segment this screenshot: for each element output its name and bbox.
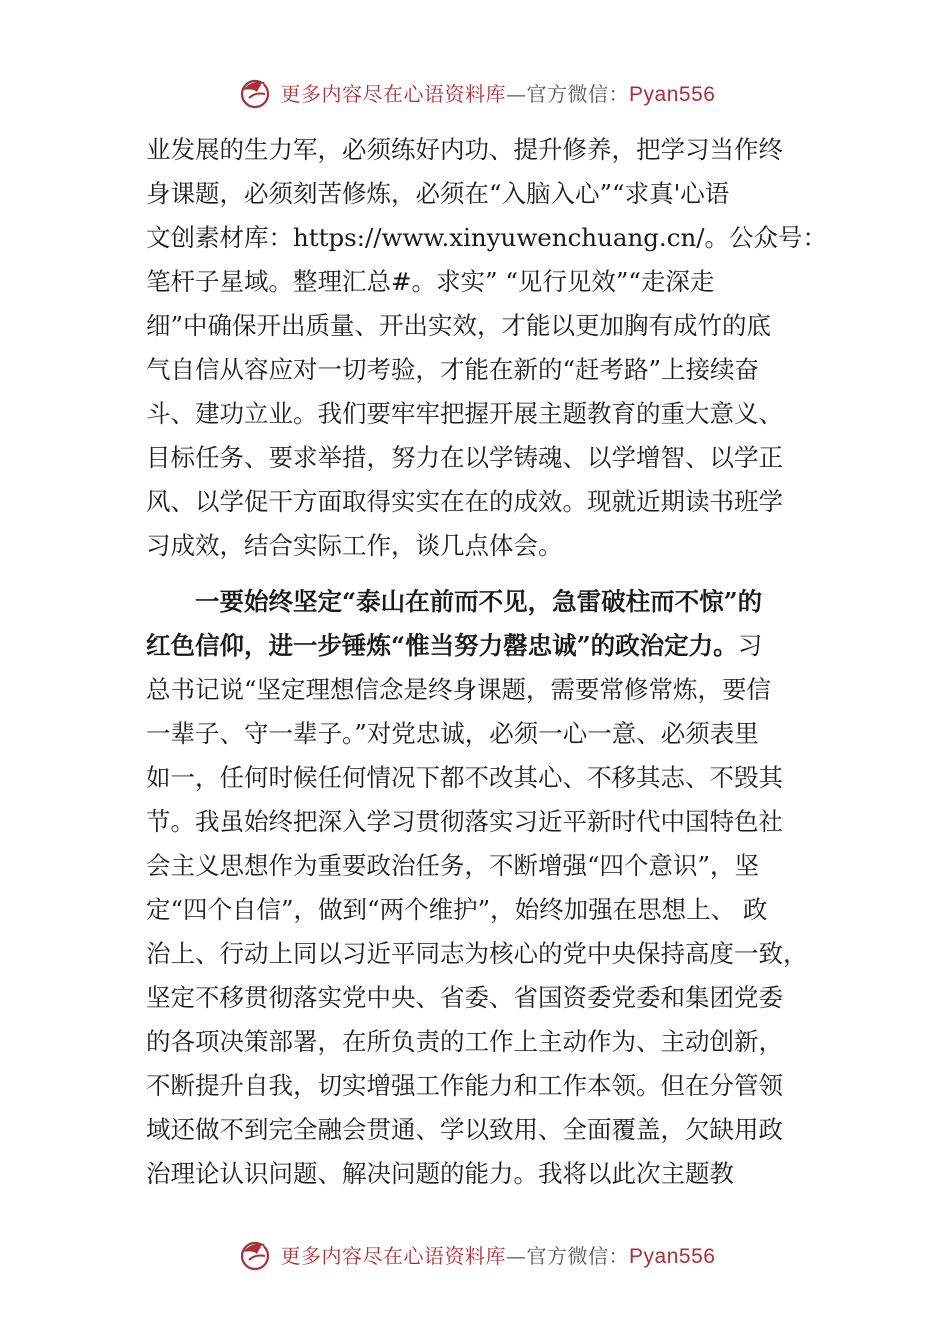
bird-logo-icon (235, 72, 275, 112)
text-line: 的各项决策部署，在所负责的工作上主动作为、主动创新， (146, 1027, 783, 1056)
watermark-main-text: 更多内容尽在心语资料库 (280, 1243, 507, 1268)
text-line: 业发展的生力军，必须练好内功、提升修养，把学习当作终 (146, 135, 783, 164)
text-fragment: 习 (737, 631, 763, 660)
text-line: 文创素材库：https://www.xinyuwenchuang.cn/。公众号： (146, 223, 827, 252)
text-line: 身课题，必须刻苦修炼，必须在“入脑入心”“求真'心语 (146, 179, 730, 208)
text-line: 细”中确保开出质量、开出实效，才能以更加胸有成竹的底 (146, 311, 772, 340)
text-line: 笔杆子星域。整理汇总#。求实” “见行见效”“走深走 (146, 267, 715, 296)
paragraph-spacer (146, 568, 822, 580)
section-heading-line-mixed (146, 624, 822, 668)
text-line: 总书记说“坚定理想信念是终身课题，需要常修常炼，要信 (146, 675, 772, 704)
watermark-main-text: 更多内容尽在心语资料库 (280, 81, 507, 106)
text-line: 节。我虽始终把深入学习贯彻落实习近平新时代中国特色社 (146, 807, 783, 836)
footer-watermark (0, 1232, 950, 1276)
watermark-wechat-id: Pyan556 (629, 1244, 716, 1268)
text-line: 目标任务、要求举措，努力在以学铸魂、以学增智、以学正 (146, 443, 783, 472)
text-line: 习成效，结合实际工作，谈几点体会。 (146, 531, 563, 560)
text-line: 风、以学促干方面取得实实在在的成效。现就近期读书班学 (146, 487, 783, 516)
section-heading-line: 一要始终坚定“泰山在前而不见，急雷破柱而不惊”的 (195, 587, 763, 616)
bird-logo-icon (235, 1234, 275, 1274)
text-line: 定“四个自信”，做到“两个维护”，始终加强在思想上、 政 (146, 895, 768, 924)
text-line: 如一，任何时候任何情况下都不改其心、不移其志、不毁其 (146, 763, 783, 792)
watermark-separator: — (506, 81, 527, 106)
text-line: 一辈子、守一辈子。”对党忠诚，必须一心一意、必须表里 (146, 719, 759, 748)
text-line: 会主义思想作为重要政治任务，不断增强“四个意识”，坚 (146, 851, 760, 880)
document-body (146, 128, 827, 1196)
text-line: 坚定不移贯彻落实党中央、省委、省国资委党委和集团党委 (146, 983, 783, 1012)
header-watermark (0, 70, 950, 114)
watermark-separator: — (506, 1243, 527, 1268)
text-line: 斗、建功立业。我们要牢牢把握开展主题教育的重大意义、 (146, 399, 783, 428)
watermark-wechat-label: 官方微信： (526, 1243, 630, 1268)
section-heading-tail: 红色信仰，进一步锤炼“惟当努力罄忠诚”的政治定力。 (146, 631, 738, 660)
watermark-wechat-id: Pyan556 (629, 82, 716, 106)
paragraph-intro (146, 128, 827, 568)
text-line: 不断提升自我，切实增强工作能力和工作本领。但在分管领 (146, 1071, 783, 1100)
text-line: 治上、行动上同以习近平同志为核心的党中央保持高度一致， (146, 939, 808, 968)
text-line: 治理论认识问题、解决问题的能力。我将以此次主题教 (146, 1159, 734, 1188)
paragraph-point-one (146, 580, 822, 1196)
watermark-wechat-label: 官方微信： (526, 81, 630, 106)
text-line: 域还做不到完全融会贯通、学以致用、全面覆盖，欠缺用政 (146, 1115, 783, 1144)
text-line: 气自信从容应对一切考验，才能在新的“赶考路”上接续奋 (146, 355, 760, 384)
